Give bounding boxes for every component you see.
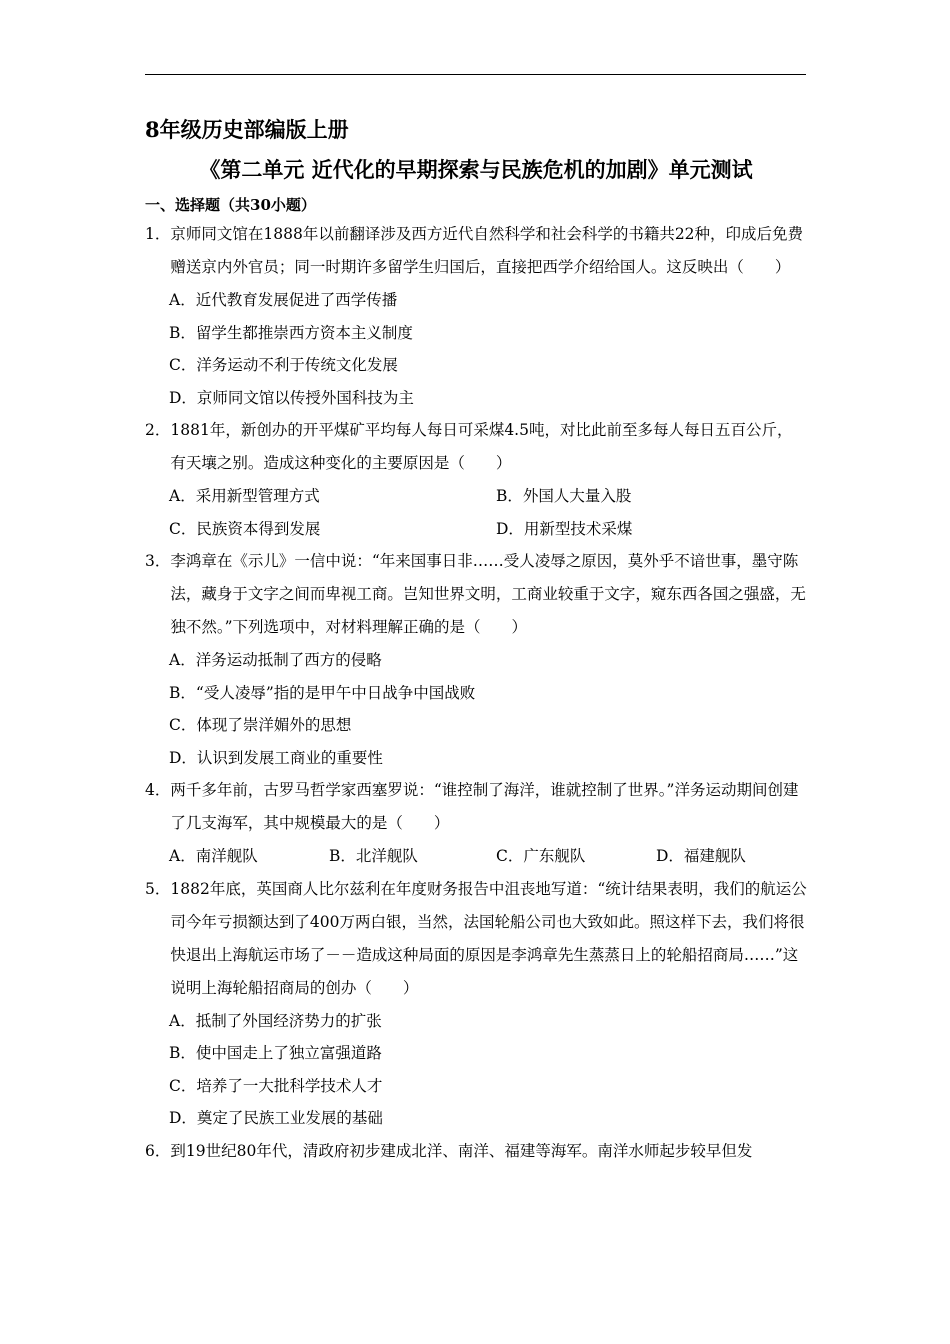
document-title-unit: 《第二单元 近代化的早期探索与民族危机的加剧》单元测试: [199, 157, 753, 182]
question-5: [145, 873, 807, 1135]
question-3: [145, 545, 807, 774]
option-b: B．使中国走上了独立富强道路: [169, 1044, 382, 1062]
question-stem: 李鸿章在《示儿》一信中说：“年来国事日非……受人凌辱之原因，莫外乎不谙世事，墨守陈法，藏身于文字之间而卑视工商。岂知世界文明，工商业较重于文字，窥东西各国之强盛，无独不然。”下列选项中，对材料理解正确的是（ ）: [170, 552, 806, 636]
question-number: 6．: [145, 1141, 171, 1160]
option-d: D．用新型技术采煤: [496, 519, 633, 538]
section-heading: 一、选择题（共30小题）: [145, 196, 316, 214]
option-list: [145, 480, 807, 545]
option-c: C．广东舰队: [496, 847, 586, 865]
option-a: A．采用新型管理方式: [169, 487, 320, 505]
question-stem: 两千多年前，古罗马哲学家西塞罗说：“谁控制了海洋，谁就控制了世界。”洋务运动期间创建了几支海军，其中规模最大的是（ ）: [170, 781, 799, 832]
option-a: A．洋务运动抵制了西方的侵略: [169, 651, 382, 669]
question-1: [145, 218, 807, 414]
option-c: C．培养了一大批科学技术人才: [169, 1076, 383, 1095]
question-number: 4．: [145, 781, 171, 799]
option-list: [145, 284, 807, 414]
option-b: B．“受人凌辱”指的是甲午中日战争中国战败: [169, 683, 476, 702]
option-a: A．近代教育发展促进了西学传播: [169, 291, 398, 309]
option-c: C．民族资本得到发展: [169, 519, 321, 538]
question-number: 5．: [145, 879, 171, 898]
option-list: [145, 644, 807, 774]
question-2: [145, 414, 807, 545]
question-stem: 京师同文馆在1888年以前翻译涉及西方近代自然科学和社会科学的书籍共22种，印成后免费赠送京内外官员；同一时期许多留学生归国后，直接把西学介绍给国人。这反映出（ ）: [170, 225, 804, 276]
question-6: [145, 1135, 807, 1168]
header-rule: [145, 74, 806, 75]
document-body: [145, 112, 807, 1168]
question-number: 2．: [145, 421, 171, 439]
option-b: B．北洋舰队: [329, 847, 418, 865]
option-list: [145, 840, 807, 873]
option-list: [145, 1005, 807, 1135]
option-a: A．抵制了外国经济势力的扩张: [169, 1011, 382, 1030]
option-d: D．福建舰队: [656, 847, 746, 865]
option-d: D．京师同文馆以传授外国科技为主: [169, 388, 414, 407]
question-stem: 1882年底，英国商人比尔兹利在年度财务报告中沮丧地写道：“统计结果表明，我们的航运公司今年亏损额达到了400万两白银，当然，法国轮船公司也大致如此。照这样下去，我们将很快退出上海航运市场了－－造成这种局面的原因是李鸿章先生蒸蒸日上的轮船招商局……”这说明上海轮船招商局的创办（ ）: [170, 879, 807, 997]
question-4: [145, 774, 807, 873]
question-stem: 1881年，新创办的开平煤矿平均每人每日可采煤4.5吨，对比此前至多每人每日五百公斤，有天壤之别。造成这种变化的主要原因是（ ）: [170, 421, 793, 472]
option-d: D．认识到发展工商业的重要性: [169, 748, 383, 767]
option-b: B．外国人大量入股: [496, 487, 632, 505]
option-c: C．洋务运动不利于传统文化发展: [169, 356, 398, 374]
option-d: D．奠定了民族工业发展的基础: [169, 1109, 383, 1127]
document-title-grade: 8年级历史部编版上册: [145, 117, 349, 142]
option-b: B．留学生都推崇西方资本主义制度: [169, 323, 413, 342]
question-number: 1．: [145, 225, 171, 243]
option-a: A．南洋舰队: [169, 847, 258, 865]
question-number: 3．: [145, 552, 171, 570]
option-c: C．体现了崇洋媚外的思想: [169, 716, 352, 734]
question-stem: 到19世纪80年代，清政府初步建成北洋、南洋、福建等海军。南洋水师起步较早但发: [170, 1141, 753, 1160]
